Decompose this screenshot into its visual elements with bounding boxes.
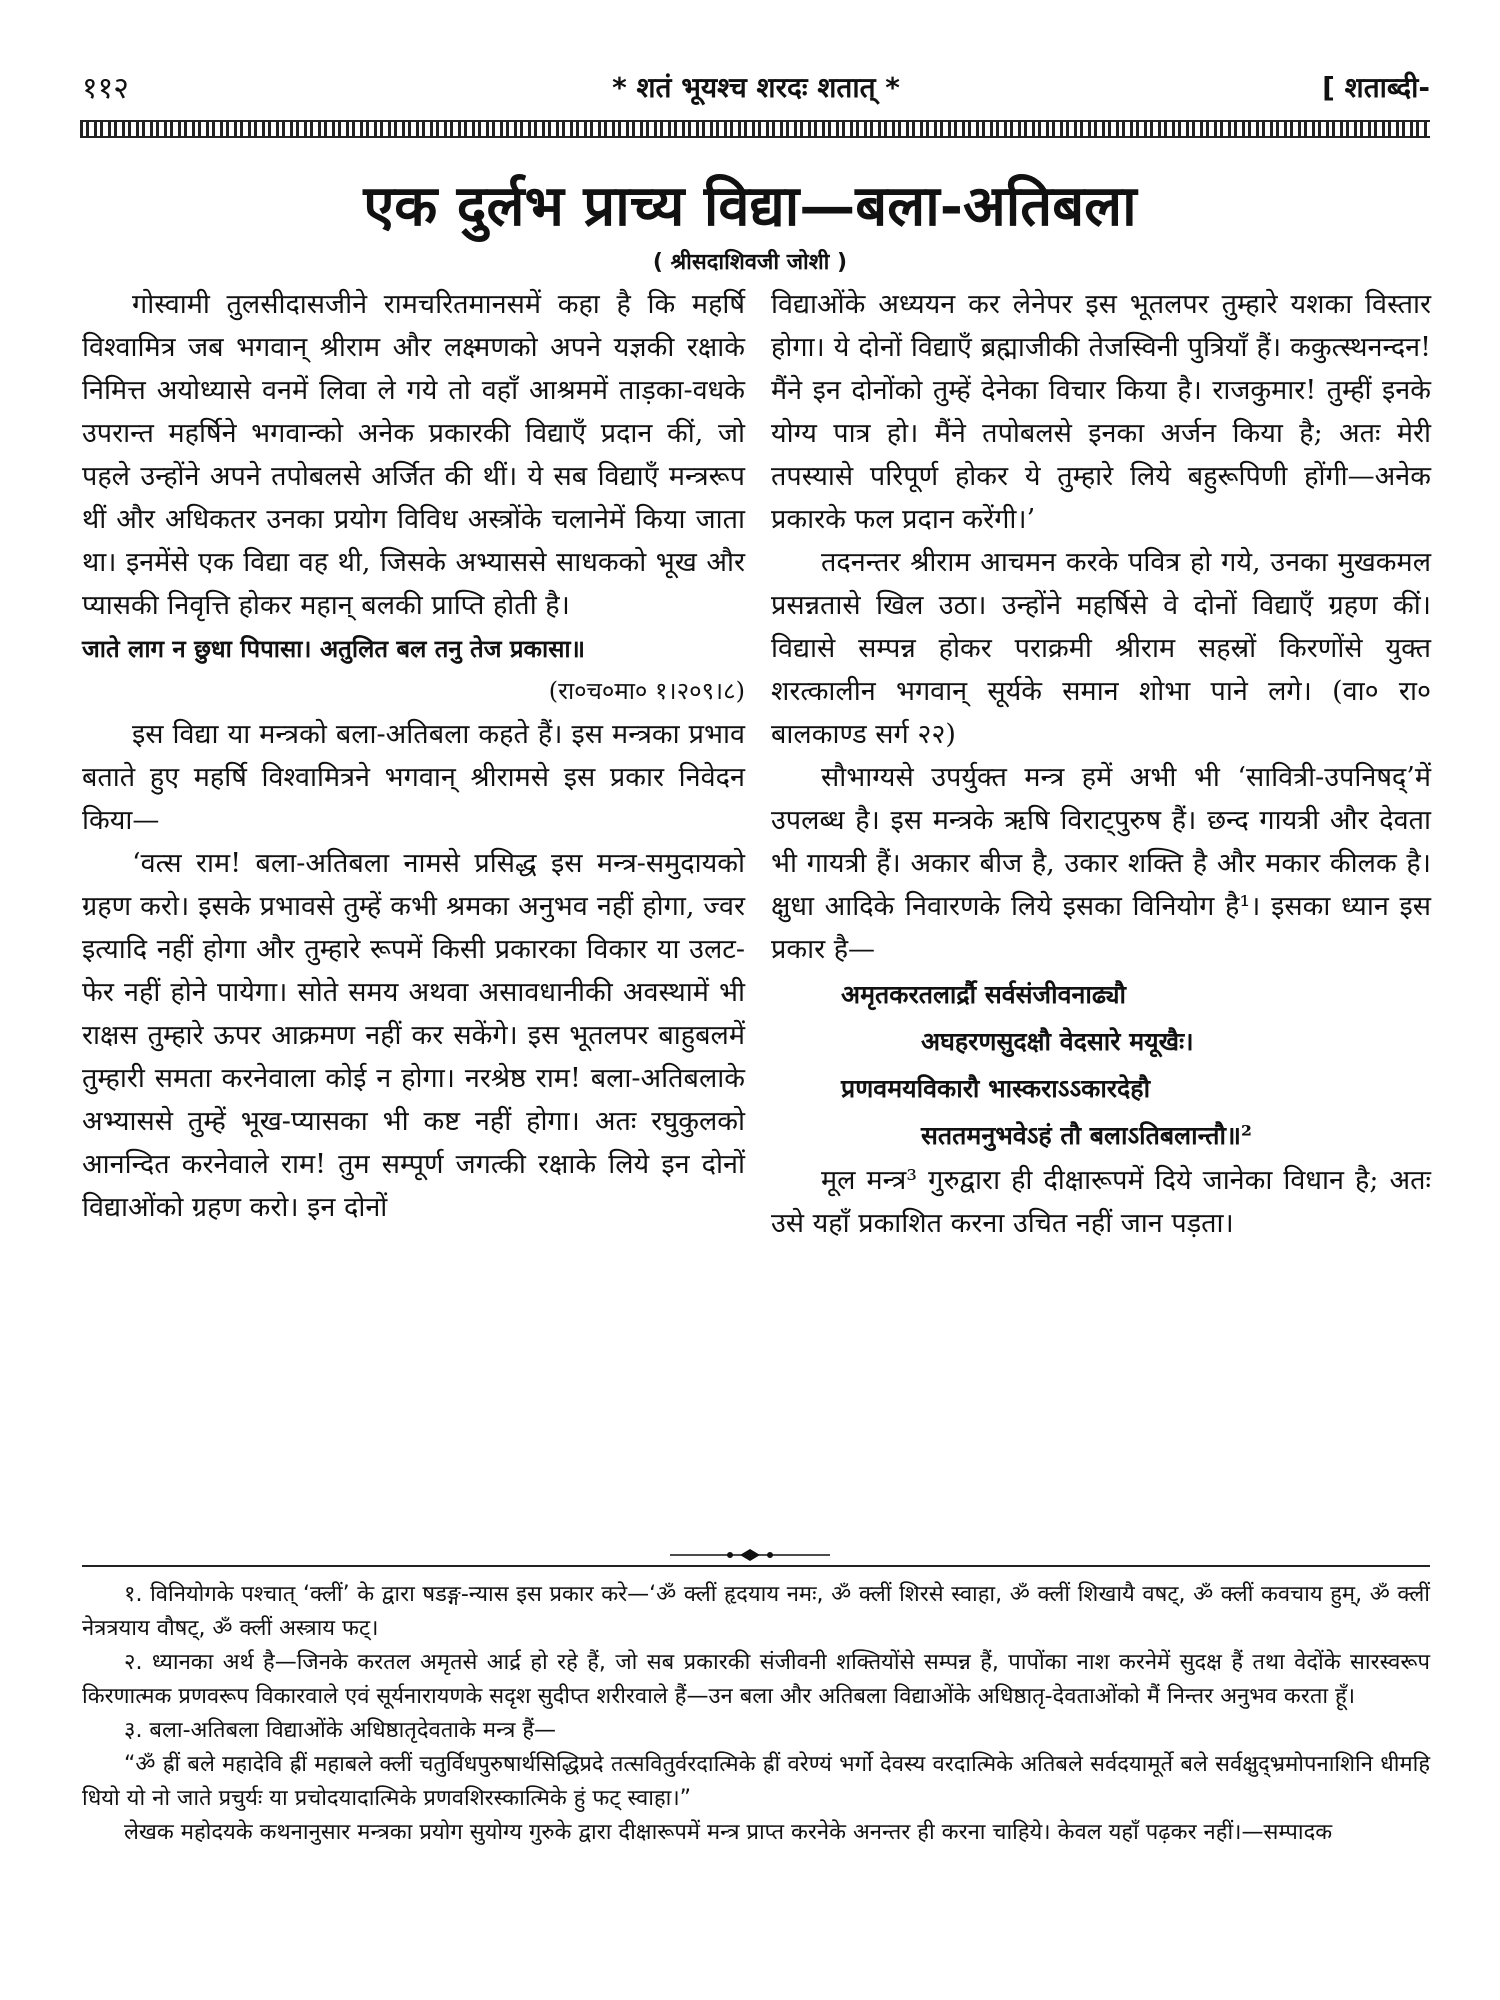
right-column: [771, 283, 1431, 1245]
paragraph: इस विद्या या मन्त्रको बला-अतिबला कहते हैं। इस मन्त्रका प्रभाव बताते हुए महर्षि विश्वामित्रने भगवान् श्रीरामसे इस प्रकार निवेदन किया—: [82, 719, 745, 836]
left-column: [82, 283, 745, 1229]
footnote-mantra: “ॐ ह्रीं बले महादेवि ह्रीं महाबले क्लीं चतुर्विधपुरुषार्थसिद्धिप्रदे तत्सवितुर्वरदात्मिके ह्रीं वरेण्यं भर्गो देवस्य वरदात्मिके अतिबले सर्वदयामूर्ते बले सर्वक्षुद्भ्रमोपनाशिनि धीमहि धियो यो नो जाते प्रचुर्यः या प्रचोदयादात्मिके प्रणवशिरस्कात्मिके हुं फट् स्वाहा।”: [82, 1752, 1430, 1811]
paragraph: ‘वत्स राम! बला-अतिबला नामसे प्रसिद्ध इस मन्त्र-समुदायको ग्रहण करो। इसके प्रभावसे तुम्हें कभी श्रमका अनुभव नहीं होगा, ज्वर इत्यादि नहीं होगा और तुम्हारे रूपमें किसी प्रकारका विकार या उलट-फेर नहीं होने पायेगा। सोते समय अथवा असावधानीकी अवस्थामें भी राक्षस तुम्हारे ऊपर आक्रमण नहीं कर सकेंगे। इस भूतलपर बाहुबलमें तुम्हारी समता करनेवाला कोई न होगा। नरश्रेष्ठ राम! बला-अतिबलाके अभ्याससे तुम्हें भूख-प्यासका भी कष्ट नहीं होगा। अतः रघुकुलको आनन्दित करनेवाले राम! तुम सम्पूर्ण जगत्की रक्षाके लिये इन दोनों विद्याओंको ग्रहण करो। इन दोनों: [82, 848, 745, 1223]
paragraph: मूल मन्त्र³ गुरुद्वारा ही दीक्षारूपमें दिये जानेका विधान है; अतः उसे यहाँ प्रकाशित करना उचित नहीं जान पड़ता।: [771, 1165, 1431, 1239]
footnote: २. ध्यानका अर्थ है—जिनके करतल अमृतसे आर्द्र हो रहे हैं, जो सब प्रकारकी संजीवनी शक्तियोंसे सम्पन्न हैं, पापोंका नाश करनेमें सुदक्ष हैं तथा वेदोंके सारस्वरूप किरणात्मक प्रणवरूप विकारवाले एवं सूर्यनारायणके सदृश सुदीप्त शरीरवाले हैं—उन बला और अतिबला विद्याओंके अधिष्ठातृ-देवताओंको मैं निन्तर अनुभव करता हूँ।: [82, 1650, 1430, 1709]
paragraph: तदनन्तर श्रीराम आचमन करके पवित्र हो गये, उनका मुखकमल प्रसन्नतासे खिल उठा। उन्होंने महर्षिसे वे दोनों विद्याएँ ग्रहण कीं। विद्यासे सम्पन्न होकर पराक्रमी श्रीराम सहस्रों किरणोंसे युक्त शरत्कालीन भगवान् सूर्यके समान शोभा पाने लगे। (वा० रा० बालकाण्ड सर्ग २२): [771, 547, 1431, 750]
article-title: एक दुर्लभ प्राच्य विद्या—बला-अतिबला: [363, 173, 1137, 239]
running-title: * शतं भूयश्च शरदः शतात् *: [612, 71, 900, 104]
editor-note: लेखक महोदयके कथनानुसार मन्त्रका प्रयोग सुयोग्य गुरुके द्वारा दीक्षारूपमें मन्त्र प्राप्त करनेके अनन्तर ही करना चाहिये। केवल यहाँ पढ़कर नहीं।—सम्पादक: [124, 1820, 1333, 1845]
page-number: ११२: [82, 71, 129, 106]
paragraph: सौभाग्यसे उपर्युक्त मन्त्र हमें अभी भी ‘सावित्री-उपनिषद्’में उपलब्ध है। इस मन्त्रके ऋषि विराट्पुरुष हैं। छन्द गायत्री और देवता भी गायत्री हैं। अकार बीज है, उकार शक्ति है और मकार कीलक है। क्षुधा आदिके निवारणके लिये इसका विनियोग है¹। इसका ध्यान इस प्रकार है—: [771, 762, 1431, 965]
paragraph: गोस्वामी तुलसीदासजीने रामचरितमानसमें कहा है कि महर्षि विश्वामित्र जब भगवान् श्रीराम और लक्ष्मणको अपने यज्ञकी रक्षाके निमित्त अयोध्यासे वनमें लिवा ले गये तो वहाँ आश्रममें ताड़का-वधके उपरान्त महर्षिने भगवान्को अनेक प्रकारकी विद्याएँ प्रदान कीं, जो पहले उन्होंने अपने तपोबलसे अर्जित की थीं। ये सब विद्याएँ मन्त्ररूप थीं और अधिकतर उनका प्रयोग विविध अस्त्रोंके चलानेमें किया जाता था। इनमेंसे एक विद्या वह थी, जिसके अभ्याससे साधकको भूख और प्यासकी निवृत्ति होकर महान् बलकी प्राप्ति होती है।: [82, 289, 745, 621]
shloka-line: अघहरणसुदक्षौ वेदसारे मयूखैः।: [921, 1027, 1194, 1056]
shloka-line: प्रणवमयविकारौ भास्कराऽऽकारदेहौ: [841, 1074, 1151, 1103]
shloka-line: अमृतकरतलार्द्रौ सर्वसंजीवनाढ्यौ: [841, 980, 1127, 1009]
footnote-rule: [82, 1565, 1430, 1567]
paragraph: विद्याओंके अध्ययन कर लेनेपर इस भूतलपर तुम्हारे यशका विस्तार होगा। ये दोनों विद्याएँ ब्रह्माजीकी तेजस्विनी पुत्रियाँ हैं। ककुत्स्थनन्दन! मैंने इन दोनोंको तुम्हें देनेका विचार किया है। राजकुमार! तुम्हीं इनके योग्य पात्र हो। मैंने तपोबलसे इनका अर्जन किया है; अतः मेरी तपस्यासे परिपूर्ण होकर ये तुम्हारे लिये बहुरूपिणी होंगी—अनेक प्रकारके फल प्रदान करेंगी।’: [771, 289, 1431, 535]
section-ornament: [650, 1547, 850, 1565]
footnote: १. विनियोगके पश्चात् ‘क्लीं’ के द्वारा षडङ्ग-न्यास इस प्रकार करे—‘ॐ क्लीं हृदयाय नमः, ॐ क्लीं शिरसे स्वाहा, ॐ क्लीं शिखायै वषट्, ॐ क्लीं कवचाय हुम्, ॐ क्लीं नेत्रत्रयाय वौषट्, ॐ क्लीं अस्त्राय फट्।: [82, 1582, 1430, 1641]
page-header: [82, 66, 1430, 116]
verse-reference: (रा०च०मा० १।२०९।८): [548, 677, 745, 705]
shloka-line: सततमनुभवेऽहं तौ बलाऽतिबलान्तौ॥²: [921, 1121, 1252, 1150]
shloka: [771, 971, 1431, 1159]
footnote: ३. बला-अतिबला विद्याओंके अधिष्ठातृदेवताके मन्त्र हैं—: [124, 1718, 557, 1743]
verse: जाते लाग न छुधा पिपासा। अतुलित बल तनु तेज प्रकासा॥: [82, 634, 586, 663]
footnotes: [82, 1578, 1430, 1850]
article-author: ( श्रीसदाशिवजी जोशी ): [652, 250, 848, 275]
decorative-border: [80, 120, 1430, 138]
section-label: [ शताब्दी-: [1322, 71, 1430, 104]
